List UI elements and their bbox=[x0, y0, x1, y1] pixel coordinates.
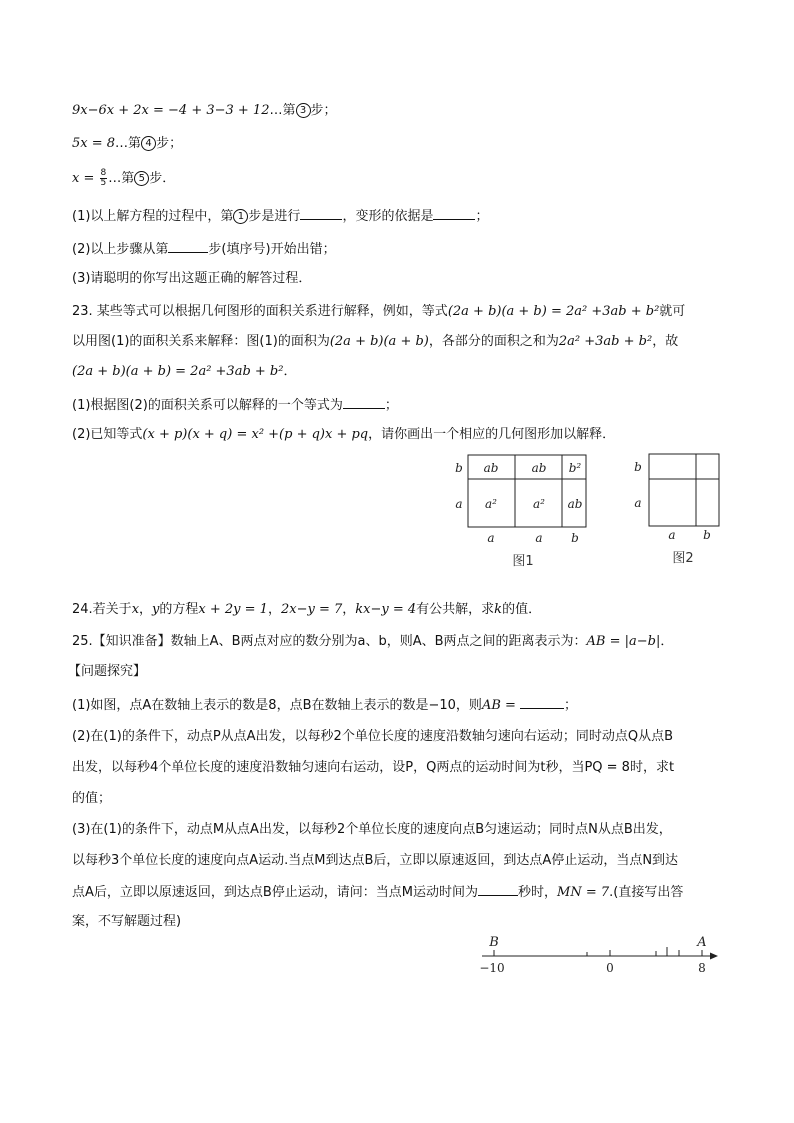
q23-p1-end: ； bbox=[384, 398, 398, 413]
q25-p3-text-b: 秒时， bbox=[518, 885, 558, 900]
q23-line1 bbox=[72, 303, 685, 321]
q22-part1 bbox=[72, 207, 488, 226]
q23-p2-text-a: (2)已知等式 bbox=[72, 427, 143, 442]
q25-part3-line3 bbox=[72, 883, 683, 902]
fig1-left-b: b bbox=[455, 461, 463, 475]
q23-l2-equation2: 2a² +3ab + b² bbox=[558, 334, 653, 349]
area-figures bbox=[0, 450, 794, 590]
answer-blank[interactable] bbox=[343, 396, 385, 409]
q22-step4 bbox=[72, 135, 182, 153]
q25-p1-equation: AB = bbox=[481, 698, 521, 713]
step4-end: 步； bbox=[156, 136, 183, 151]
circled-1: 1 bbox=[233, 209, 248, 224]
q22-p2-text-b: 步(填序号)开始出错； bbox=[208, 242, 336, 257]
fig2-left-a: a bbox=[634, 496, 642, 510]
q23-line2 bbox=[72, 333, 678, 351]
q22-p1-text-b: 步是进行 bbox=[248, 209, 301, 224]
step5-tail: …第 bbox=[108, 171, 135, 186]
q25-l1-equation: AB = |a−b| bbox=[586, 634, 661, 649]
step3-rhs: = −4 + 3−3 + 12 bbox=[148, 103, 270, 118]
fig1-cell-ab-1: ab bbox=[483, 461, 499, 475]
q23-l2-text-c: ，故 bbox=[652, 334, 679, 349]
q24-var-k: k bbox=[494, 602, 503, 617]
q24-eq1: x + 2y = 1 bbox=[198, 602, 268, 617]
q25-part3-line2: 以每秒3个单位长度的速度向点A运动.当点M到达点B后，立即以原速返回，到达点A停止运动，当点N到达 bbox=[72, 853, 679, 868]
q23-p2-equation: (x + p)(x + q) = x² +(p + q)x + pq bbox=[142, 427, 369, 442]
q25-l1-text: 25.【知识准备】数轴上A、B两点对应的数分别为a、b，则A、B两点之间的距离表示为： bbox=[72, 634, 587, 649]
q23-line3 bbox=[72, 363, 296, 381]
q24-line bbox=[72, 601, 541, 619]
q23-l1-end: 就可 bbox=[659, 304, 686, 319]
fig2-bottom-a: a bbox=[668, 528, 676, 542]
fig1-bottom-b: b bbox=[571, 531, 579, 545]
q24-var-y: y bbox=[152, 602, 160, 617]
fig1-bottom-a-2: a bbox=[535, 531, 543, 545]
fraction-8-5: $\frac{8}{5}$ bbox=[100, 168, 107, 188]
q24-comma: ， bbox=[342, 602, 356, 617]
arrow-right-icon bbox=[710, 953, 718, 960]
answer-blank[interactable] bbox=[300, 207, 342, 220]
q25-part1 bbox=[72, 696, 577, 715]
q25-part2-line3: 的值； bbox=[72, 791, 112, 806]
answer-blank[interactable] bbox=[520, 696, 564, 709]
q23-part1 bbox=[72, 396, 398, 415]
q24-comma: ， bbox=[139, 602, 153, 617]
q25-part3-line4: 案，不写解题过程) bbox=[72, 914, 182, 929]
tick-label-0: 0 bbox=[606, 961, 614, 975]
q23-l2-text-b: ，各部分的面积之和为 bbox=[428, 334, 559, 349]
fig2-left-b: b bbox=[634, 460, 642, 474]
fig1-left-a: a bbox=[455, 497, 463, 511]
tick-label-minus-10: −10 bbox=[479, 961, 505, 975]
fig1-caption: 图1 bbox=[512, 554, 534, 569]
step4-rhs: = 8 bbox=[87, 136, 116, 151]
q22-p2-text-a: (2)以上步骤从第 bbox=[72, 242, 169, 257]
q23-l3-equation: (2a + b)(a + b) = 2a² +3ab + b² bbox=[72, 364, 284, 379]
fig1-cell-a2-1: a² bbox=[485, 497, 497, 511]
q23-l2-text-a: 以用图(1)的面积关系来解释：图(1)的面积为 bbox=[72, 334, 330, 349]
fig1-cell-a2-2: a² bbox=[533, 497, 545, 511]
step3-lhs: 9x−6x + 2x bbox=[72, 103, 149, 118]
fig1-cell-ab-2: ab bbox=[531, 461, 547, 475]
answer-blank[interactable] bbox=[168, 240, 208, 253]
answer-blank[interactable] bbox=[478, 883, 518, 896]
q24-eq3: kx−y = 4 bbox=[355, 602, 417, 617]
q24-var-x: x bbox=[131, 602, 140, 617]
figure-2 bbox=[649, 454, 719, 526]
q22-part3: (3)请聪明的你写出这题正确的解答过程． bbox=[72, 271, 312, 286]
q25-part3-line1: (3)在(1)的条件下，动点M从点A出发，以每秒2个单位长度的速度向点B匀速运动；同时点N从点B出发， bbox=[72, 822, 672, 837]
point-label-B: B bbox=[489, 935, 499, 950]
q25-explore-heading: 【问题探究】 bbox=[68, 664, 147, 679]
circled-4: 4 bbox=[141, 136, 156, 151]
circled-5: 5 bbox=[134, 171, 149, 186]
q25-p1-text: (1)如图，点A在数轴上表示的数是8，点B在数轴上表示的数是−10，则 bbox=[72, 698, 482, 713]
step3-end: 步； bbox=[310, 103, 337, 118]
q24-text-b: 的方程 bbox=[159, 602, 199, 617]
step3-tail: …第 bbox=[269, 103, 296, 118]
q25-l1-end: ． bbox=[660, 634, 674, 649]
q25-p1-end: ； bbox=[564, 698, 578, 713]
q25-part2-line1: (2)在(1)的条件下，动点P从点A出发，以每秒2个单位长度的速度沿数轴匀速向右运动；同时动点Q从点B bbox=[72, 729, 673, 744]
circled-3: 3 bbox=[296, 103, 311, 118]
answer-blank[interactable] bbox=[433, 207, 475, 220]
q25-p3-equation: MN = 7 bbox=[557, 885, 610, 900]
step5-lhs: x = bbox=[72, 171, 99, 186]
q23-p2-text-b: ，请你画出一个相应的几何图形加以解释． bbox=[368, 427, 616, 442]
q25-part2-line2: 出发，以每秒4个单位长度的速度沿数轴匀速向右运动，设P，Q两点的运动时间为t秒，当PQ = 8时，求t bbox=[72, 760, 675, 775]
point-label-A: A bbox=[697, 935, 707, 950]
q24-text-a: 24.若关于 bbox=[72, 602, 132, 617]
q24-comma: ， bbox=[267, 602, 281, 617]
step4-lhs: 5x bbox=[72, 136, 88, 151]
q25-knowledge bbox=[72, 633, 673, 651]
step4-tail: …第 bbox=[115, 136, 142, 151]
q24-text-d: 的值． bbox=[502, 602, 542, 617]
q22-step5 bbox=[72, 169, 175, 188]
fig1-cell-b2: b² bbox=[568, 461, 582, 475]
q22-p1-text-d: ； bbox=[475, 209, 489, 224]
fig2-caption: 图2 bbox=[672, 551, 694, 566]
q23-part2 bbox=[72, 426, 615, 444]
q22-part2 bbox=[72, 240, 336, 259]
q23-l2-equation1: (2a + b)(a + b) bbox=[329, 334, 429, 349]
q22-p1-text-c: ，变形的依据是 bbox=[342, 209, 434, 224]
q24-text-c: 有公共解，求 bbox=[416, 602, 495, 617]
q25-p3-text-c: .(直接写出答 bbox=[609, 885, 684, 900]
step5-end: 步． bbox=[149, 171, 176, 186]
q25-p3-text-a: 点A后，立即以原速返回，到达点B停止运动，请问：当点M运动时间为 bbox=[72, 885, 479, 900]
q23-l3-end: ． bbox=[283, 364, 297, 379]
fig1-bottom-a-1: a bbox=[487, 531, 495, 545]
q22-p1-text-a: (1)以上解方程的过程中，第 bbox=[72, 209, 234, 224]
q24-eq2: 2x−y = 7 bbox=[280, 602, 343, 617]
fig2-bottom-b: b bbox=[703, 528, 711, 542]
q22-step3 bbox=[72, 102, 337, 120]
tick-label-8: 8 bbox=[698, 961, 706, 975]
q23-p1-text: (1)根据图(2)的面积关系可以解释的一个等式为 bbox=[72, 398, 343, 413]
fig1-cell-ab-3: ab bbox=[567, 497, 583, 511]
number-line bbox=[470, 930, 730, 980]
q23-l1-text: 23. 某些等式可以根据几何图形的面积关系进行解释，例如，等式 bbox=[72, 304, 448, 319]
q23-l1-equation: (2a + b)(a + b) = 2a² +3ab + b² bbox=[447, 304, 660, 319]
